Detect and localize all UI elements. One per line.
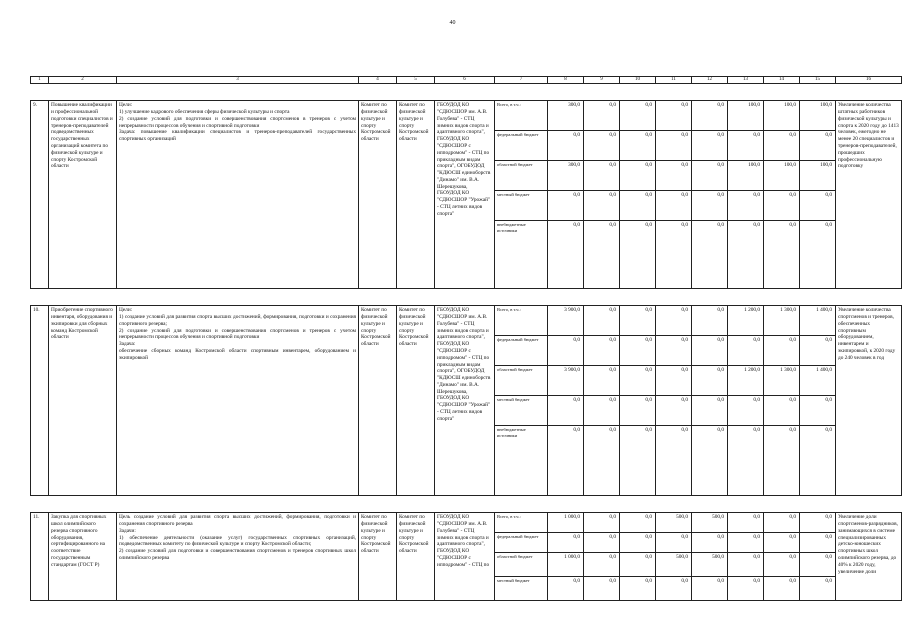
funding-amount: 0,0 (656, 336, 692, 366)
funding-amount: 0,0 (800, 577, 836, 601)
funding-amount: 100,0 (728, 161, 764, 191)
participants: ГБОУДОД КО "СДЮСШОР им. А.В. Голубева" - СТЦ зимних видов спорта и адаптивного спорта", ГБОУДОД КО "СДЮСШОР с ипподромом" - СТЦ по (435, 513, 495, 601)
co-executor: Комитет по физической культуре и спорту Костромской области (397, 306, 435, 496)
goal-line: 2) создание условий для подготовки и совершенствования спортсменов и тренеров спортивных школ олимпийского резерва (119, 548, 356, 561)
funding-amount: 0,0 (764, 513, 800, 533)
goal-line: 2) создание условий для подготовки и совершенствования спортсменов в тренеров с учетом непрерывности процессов обучения и спортивной подготовки (119, 115, 356, 129)
funding-amount: 0,0 (728, 131, 764, 161)
funding-amount: 0,0 (620, 426, 656, 496)
funding-amount: 3 900,0 (548, 366, 584, 396)
funding-source: федеральный бюджет (495, 336, 548, 366)
column-number: 16 (836, 77, 902, 84)
funding-amount: 0,0 (584, 366, 620, 396)
column-number: 11 (656, 77, 692, 84)
funding-source: областной бюджет (495, 366, 548, 396)
funding-amount: 0,0 (656, 221, 692, 289)
funding-amount: 0,0 (800, 131, 836, 161)
funding-amount: 0,0 (692, 221, 728, 289)
column-number: 7 (495, 77, 548, 84)
funding-amount: 0,0 (656, 577, 692, 601)
funding-amount: 0,0 (548, 426, 584, 496)
funding-amount: 0,0 (692, 577, 728, 601)
column-number: 12 (692, 77, 728, 84)
funding-amount: 0,0 (548, 577, 584, 601)
table-row (31, 306, 902, 336)
funding-amount: 0,0 (728, 426, 764, 496)
funding-amount: 0,0 (584, 553, 620, 577)
funding-amount: 3 900,0 (548, 306, 584, 336)
funding-source: областной бюджет (495, 161, 548, 191)
row-gap (31, 84, 902, 101)
funding-amount: 0,0 (800, 396, 836, 426)
funding-amount: 0,0 (620, 577, 656, 601)
funding-source: областной бюджет (495, 553, 548, 577)
expected-result: Увеличение доли спортсменов-разрядников, занимающихся в системе специализированных детско-юношеских спортивных школ олимпийского резерва, до 40% к 2020 году, увеличение доли (836, 513, 902, 601)
funding-amount: 0,0 (620, 533, 656, 553)
funding-amount: 0,0 (728, 191, 764, 221)
funding-amount: 0,0 (692, 131, 728, 161)
funding-amount: 0,0 (764, 336, 800, 366)
responsible-executor: Комитет по физической культуре и спорту Костромской области (359, 306, 397, 496)
goal-line: обеспечение сборных команд Костромской области спортивным инвентарем, оборудованием и экипировкой (119, 347, 356, 361)
participants: ГБОУДОД КО "СДЮСШОР им. А.В. Голубева" - СТЦ зимних видов спорта и адаптивного спорта", ГБОУДОД КО "СДЮСШОР с ипподромом" - СТЦ по прикладным видам спорта", ОГОБУДОД "КДЮСШ единоборств "Динамо" им. В.А. Шерешукова, ГБОУДОД КО "СДЮСШОР "Урожай" - СТЦ летних видов спорта" (435, 306, 495, 496)
column-number: 6 (435, 77, 495, 84)
measure-name: Закупка для спортивных школ олимпийского резерва спортивного оборудования, сертифицированного на соответствие государственным стандартам (ГОСТ Р) (49, 513, 117, 601)
funding-amount: 0,0 (764, 221, 800, 289)
measures-table (30, 76, 902, 601)
goals-and-tasks (117, 513, 359, 601)
column-header-row (31, 77, 902, 84)
funding-amount: 0,0 (548, 396, 584, 426)
funding-amount: 0,0 (800, 221, 836, 289)
funding-amount: 0,0 (800, 513, 836, 533)
funding-amount: 100,0 (764, 101, 800, 131)
funding-amount: 0,0 (764, 553, 800, 577)
column-number: 2 (49, 77, 117, 84)
page-number: 40 (449, 20, 456, 26)
funding-amount: 500,0 (692, 513, 728, 533)
funding-amount: 500,0 (692, 553, 728, 577)
funding-amount: 0,0 (800, 191, 836, 221)
funding-amount: 0,0 (620, 221, 656, 289)
funding-amount: 0,0 (584, 426, 620, 496)
funding-amount: 0,0 (656, 396, 692, 426)
funding-amount: 0,0 (620, 191, 656, 221)
funding-amount: 0,0 (656, 306, 692, 336)
row-gap (31, 289, 902, 306)
funding-source: Всего, в т.ч.: (495, 101, 548, 131)
funding-source: федеральный бюджет (495, 131, 548, 161)
funding-source: федеральный бюджет (495, 533, 548, 553)
funding-source: Всего, в т.ч.: (495, 513, 548, 533)
funding-source: внебюджетные источники (495, 426, 548, 496)
funding-amount: 0,0 (800, 553, 836, 577)
funding-amount: 500,0 (656, 513, 692, 533)
column-number: 1 (31, 77, 49, 84)
funding-amount: 0,0 (728, 513, 764, 533)
funding-amount: 0,0 (548, 191, 584, 221)
funding-amount: 0,0 (764, 426, 800, 496)
goal-line: Задачи: (119, 527, 136, 534)
funding-amount: 300,0 (548, 101, 584, 131)
funding-amount: 1 200,0 (728, 306, 764, 336)
funding-amount: 0,0 (656, 366, 692, 396)
funding-amount: 0,0 (620, 513, 656, 533)
row-separator (31, 496, 902, 513)
goal-line: 1) создание условий для развития спорта высших достижений, формирования, подготовки и сохранения спортивного резерва; (119, 314, 356, 327)
funding-amount: 1 400,0 (800, 306, 836, 336)
funding-amount: 0,0 (656, 131, 692, 161)
column-number: 4 (359, 77, 397, 84)
funding-amount: 100,0 (728, 101, 764, 131)
funding-source: местный бюджет (495, 191, 548, 221)
funding-source: внебюджетные источники (495, 221, 548, 289)
column-number: 8 (548, 77, 584, 84)
column-number: 5 (397, 77, 435, 84)
funding-amount: 0,0 (728, 553, 764, 577)
funding-amount: 0,0 (584, 101, 620, 131)
goal-line: 1) улучшение кадрового обеспечения сферы физической культуры и спорта (119, 109, 290, 116)
funding-amount: 500,0 (656, 553, 692, 577)
funding-amount: 1 000,0 (548, 513, 584, 533)
funding-amount: 0,0 (656, 191, 692, 221)
funding-amount: 0,0 (728, 577, 764, 601)
responsible-executor: Комитет по физической культуре и спорту Костромской области (359, 101, 397, 289)
column-number: 3 (117, 77, 359, 84)
table-row (31, 101, 902, 131)
funding-amount: 100,0 (764, 161, 800, 191)
funding-amount: 0,0 (584, 191, 620, 221)
column-number: 9 (584, 77, 620, 84)
funding-amount: 0,0 (656, 101, 692, 131)
funding-amount: 0,0 (584, 306, 620, 336)
goal-line: Задача: (119, 341, 136, 348)
measure-name: Повышение квалификации и профессиональной подготовки специалистов и тренеров-преподавателей подведомственных государственных организаций комитета по физической культуре и спорту Костромской области (49, 101, 117, 289)
funding-amount: 1 300,0 (764, 306, 800, 336)
funding-amount: 100,0 (800, 101, 836, 131)
funding-amount: 0,0 (584, 533, 620, 553)
funding-amount: 0,0 (764, 191, 800, 221)
funding-amount: 0,0 (584, 577, 620, 601)
funding-amount: 0,0 (620, 101, 656, 131)
funding-amount: 1 000,0 (548, 553, 584, 577)
funding-amount: 0,0 (584, 336, 620, 366)
measure-number: 10. (31, 306, 49, 496)
funding-amount: 0,0 (692, 426, 728, 496)
goal-line: 2) создание условий для подготовки и совершенствования спортсменов и тренеров с учетом непрерывности процессов обучения и спортивной подготовки (119, 327, 356, 341)
funding-amount: 0,0 (692, 336, 728, 366)
goal-line: Задача: повышение квалификации специалистов и тренеров-преподавателей государственных спортивных организаций (119, 129, 356, 143)
funding-amount: 0,0 (692, 101, 728, 131)
goal-line: Цели: (119, 102, 133, 109)
funding-source: местный бюджет (495, 577, 548, 601)
funding-amount: 0,0 (584, 221, 620, 289)
funding-amount: 0,0 (584, 161, 620, 191)
funding-amount: 1 300,0 (764, 366, 800, 396)
funding-amount: 0,0 (728, 533, 764, 553)
table-row (31, 513, 902, 533)
row-gap (31, 496, 902, 513)
column-number: 15 (800, 77, 836, 84)
measure-number: 9. (31, 101, 49, 289)
goals-and-tasks (117, 306, 359, 496)
expected-result: Увеличение количества штатных работников физической культуры и спорта к 2020 году до 1413 человек, ежегодно не менее 20 специалистов и тренеров-преподавателей, прошедших профессиональную подготовку (836, 101, 902, 289)
funding-amount: 0,0 (764, 577, 800, 601)
funding-amount: 0,0 (728, 221, 764, 289)
funding-amount: 100,0 (800, 161, 836, 191)
funding-amount: 0,0 (548, 221, 584, 289)
funding-amount: 0,0 (764, 131, 800, 161)
funding-source: местный бюджет (495, 396, 548, 426)
funding-amount: 0,0 (800, 336, 836, 366)
funding-amount: 0,0 (800, 533, 836, 553)
measure-number: 11. (31, 513, 49, 601)
column-number: 13 (728, 77, 764, 84)
funding-amount: 0,0 (692, 396, 728, 426)
funding-amount: 0,0 (656, 426, 692, 496)
funding-amount: 0,0 (620, 306, 656, 336)
responsible-executor: Комитет по физической культуре и спорту Костромской области (359, 513, 397, 601)
funding-amount: 0,0 (728, 336, 764, 366)
funding-amount: 0,0 (620, 553, 656, 577)
funding-amount: 0,0 (692, 161, 728, 191)
funding-amount: 300,0 (548, 161, 584, 191)
row-separator (31, 289, 902, 306)
funding-amount: 0,0 (620, 366, 656, 396)
funding-amount: 0,0 (800, 426, 836, 496)
goal-line: Цели: (119, 307, 133, 314)
column-number: 10 (620, 77, 656, 84)
funding-source: Всего, в т.ч.: (495, 306, 548, 336)
funding-amount: 0,0 (548, 131, 584, 161)
funding-amount: 0,0 (548, 533, 584, 553)
funding-amount: 1 200,0 (728, 366, 764, 396)
funding-amount: 0,0 (692, 191, 728, 221)
funding-amount: 0,0 (620, 396, 656, 426)
funding-amount: 0,0 (656, 161, 692, 191)
goals-and-tasks (117, 101, 359, 289)
goal-line: 1) обеспечение деятельности (оказание услуг) государственных спортивных организаций, подведомственных комитету по физической культуре и спорту Костромской области; (119, 534, 356, 548)
row-separator (31, 84, 902, 101)
co-executor: Комитет по физической культуре и спорту Костромской области (397, 513, 435, 601)
funding-amount: 0,0 (764, 533, 800, 553)
funding-amount: 0,0 (620, 336, 656, 366)
funding-amount: 1 400,0 (800, 366, 836, 396)
co-executor: Комитет по физической культуре и спорту Костромской области (397, 101, 435, 289)
funding-amount: 0,0 (548, 336, 584, 366)
funding-amount: 0,0 (692, 366, 728, 396)
participants: ГБОУДОД КО "СДЮСШОР им. А.В. Голубева" - СТЦ зимних видов спорта и адаптивного спорта", ГБОУДОД КО "СДЮСШОР с ипподромом" - СТЦ по прикладным видам спорта", ОГОБУДОД "КДЮСШ единоборств "Динамо" им. В.А. Шерешукова, ГБОУДОД КО "СДЮСШОР "Урожай" - СТЦ летних видов спорта" (435, 101, 495, 289)
goal-line: Цель создание условий для развития спорта высших достижений, формирования, подготовки и сохранения спортивного резерва (119, 514, 356, 528)
column-number: 14 (764, 77, 800, 84)
funding-amount: 0,0 (692, 306, 728, 336)
funding-amount: 0,0 (584, 131, 620, 161)
funding-amount: 0,0 (620, 161, 656, 191)
funding-amount: 0,0 (656, 533, 692, 553)
funding-amount: 0,0 (692, 533, 728, 553)
funding-amount: 0,0 (764, 396, 800, 426)
funding-amount: 0,0 (584, 513, 620, 533)
expected-result: Увеличение количества спортсменов и тренеров, обеспеченных спортивным оборудованием, инвентарем и экипировкой, к 2020 году до 240 человек в год (836, 306, 902, 496)
funding-amount: 0,0 (620, 131, 656, 161)
funding-amount: 0,0 (584, 396, 620, 426)
measure-name: Приобретение спортивного инвентаря, оборудования и экипировки для сборных команд Костромской области (49, 306, 117, 496)
funding-amount: 0,0 (728, 396, 764, 426)
